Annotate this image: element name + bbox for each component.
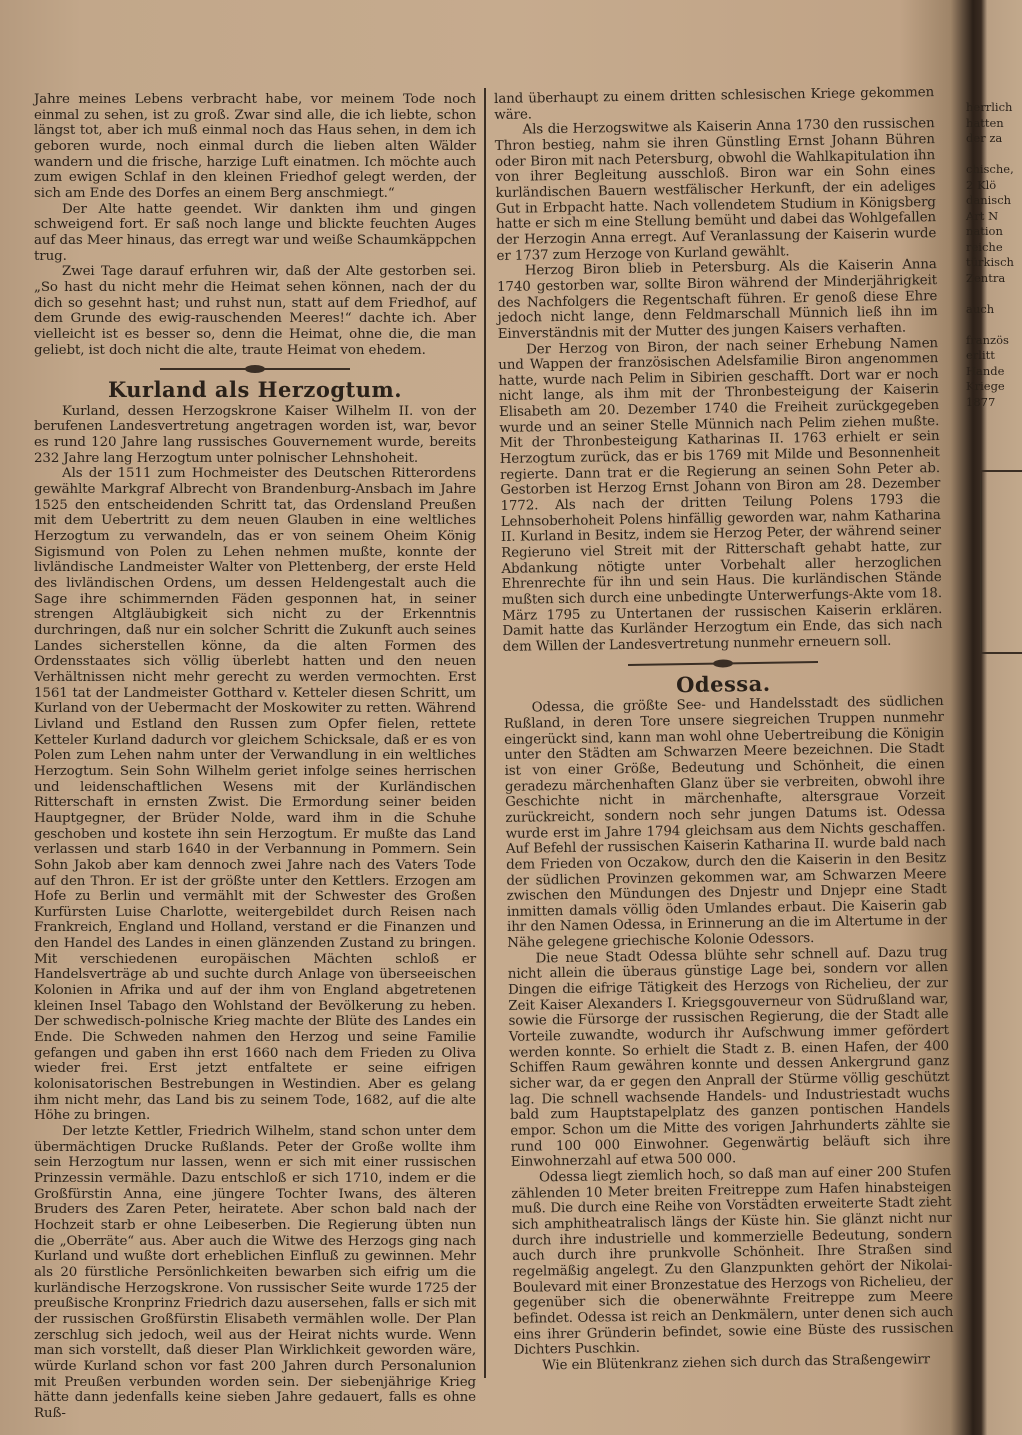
story-paragraph: Jahre meines Lebens verbracht habe, vor meinem Tode noch einmal zu sehen, ist zu groß. Zwar sind alle, die ich liebte, schon längst tot, aber ich muß einmal noch das Haus sehen, in dem ich geboren wurde, noch einmal durch die lieben alten Wälder wandern und die frische, harzige Luft einatmen. Ich möchte auch zum ewigen Schlaf in den kleinen Friedhof gelegt werden, der sich am Ende des Dorfes an einem Berg anschmiegt.“ bbox=[34, 92, 476, 201]
article-paragraph: Wie ein Blütenkranz ziehen sich durch das Straßengewirr bbox=[541, 1352, 931, 1374]
edge-fragment bbox=[966, 317, 1006, 333]
next-page-edge bbox=[966, 100, 1014, 410]
edge-fragment bbox=[966, 147, 1006, 163]
edge-fragment: Art N bbox=[966, 208, 999, 223]
article-paragraph: Die neue Stadt Odessa blühte sehr schnell auf. Dazu trug nicht allein die überaus günstige Lage bei, sondern vor allen Dingen die eifrige Tätigkeit des Herzogs von Richelieu, der zur Zeit Kaiser Alexanders I. Kriegsgouverneur von Südrußland war, sowie die Fürsorge der russischen Regierung, die der Stadt alle Vorteile zuwandte, wodurch ihr Aufschwung immer gefördert werden konnte. So erhielt die Stadt z. B. einen Hafen, der 400 Schiffen Raum gewähren konnte und dessen Ankergrund ganz sicher war, da er gegen den Anprall der Stürme völlig geschützt lag. Die schnell wachsende Handels- und Industriestadt wuchs bald zum Hauptstapelplatz des ganzen pontischen Handels empor. Schon um die Mitte des vorigen Jahrhunderts zählte sie rund 100 000 Einwohner. Gegenwärtig beläuft sich ihre Einwohnerzahl auf etwa 500 000. bbox=[507, 944, 951, 1171]
article-paragraph: Odessa liegt ziemlich hoch, so daß man auf einer 200 Stufen zählenden 10 Meter breiten Freitreppe zum Hafen hinabsteigen muß. Die durch eine Reihe von Vorstädten erweiterte Stadt zieht sich amphitheatralisch längs der Küste hin. Sie glänzt nicht nur durch ihre industrielle und kommerzielle Bedeutung, sondern auch durch ihre prunkvolle Schönheit. Ihre Straßen sind regelmäßig angelegt. Zu den Glanzpunkten gehört der Nikolai-Boulevard mit einer Bronzestatue des Herzogs von Richelieu, der gegenüber sich die obenerwähnte Freitreppe zum Meere befindet. Odessa ist reich an Denkmälern, unter denen sich auch eins ihrer Gründerin befindet, sowie eine Büste des russischen Dichters Puschkin. bbox=[511, 1163, 954, 1359]
edge-fragment: chische, bbox=[966, 162, 1014, 176]
edge-fragment: türkisch bbox=[966, 255, 1014, 269]
article-paragraph: land überhaupt zu einem dritten schlesischen Kriege gekommen wäre. bbox=[494, 85, 935, 123]
edge-fragment: nation bbox=[966, 224, 1003, 238]
article-title-odessa: Odessa. bbox=[675, 670, 771, 697]
article-paragraph: Der letzte Kettler, Friedrich Wilhelm, stand schon unter dem übermächtigen Drucke Rußlands. Peter der Große wollte ihm sein Herzogtum nur lassen, wenn er sich mit einer russischen Prinzessin vermähle. Dazu entschloß er sich 1710, indem er die Großfürstin Anna, eine jüngere Tochter Iwans, des älteren Bruders des Zaren Peter, heiratete. Aber schon bald nach der Hochzeit starb er ohne Leibeserben. Die Regierung übten nun die „Oberräte“ aus. Aber auch die Witwe des Herzogs ging nach Kurland und wußte dort erheblichen Einfluß zu gewinnen. Mehr als 20 fürstliche Persönlichkeiten bewarben sich eifrig um die kurländische Herzogskrone. Von russischer Seite wurde 1725 der preußische Kronprinz Friedrich dazu ausersehen, falls er sich mit der russischen Großfürstin Elisabeth vermählen wolle. Der Plan zerschlug sich jedoch, weil aus der Heirat nichts wurde. Wenn man sich vorstellt, daß dieser Plan Wirklichkeit geworden wäre, würde Kurland schon vor fast 200 Jahren durch Personalunion mit Preußen verbunden worden sein. Der siebenjährige Krieg hätte dann jedenfalls keine sieben Jahre gedauert, falls es ohne Ruß- bbox=[34, 1124, 476, 1421]
edge-fragment: Kriege bbox=[966, 379, 1005, 393]
column-rule bbox=[484, 88, 486, 1378]
edge-fragment: 1877 bbox=[966, 394, 996, 409]
edge-fragment: Zentra bbox=[966, 270, 1006, 285]
story-paragraph: Zwei Tage darauf erfuhren wir, daß der Alte gestorben sei. „So hast du nicht mehr die Heimat sehen können, nach der du dich so gesehnt hast; und ruhst nun, statt auf dem Friedhof, auf dem Grunde des ewig-rauschenden Meeres!“ dachte ich. Aber vielleicht ist es besser so, denn die Heimat, ohne die, die man geliebt, ist doch nicht die alte, traute Heimat von ehedem. bbox=[34, 264, 476, 358]
ornamental-divider bbox=[160, 368, 350, 370]
edge-fragment: Hande bbox=[966, 363, 1005, 378]
edge-fragment: reiche bbox=[966, 239, 1003, 254]
left-column bbox=[34, 92, 476, 1421]
edge-fragment: 2 Klö bbox=[966, 177, 997, 192]
edge-fragment bbox=[966, 286, 1006, 302]
article-paragraph: Als der 1511 zum Hochmeister des Deutschen Ritterordens gewählte Markgraf Albrecht von Brandenburg-Ansbach im Jahre 1525 den entscheidenden Schritt tat, das Ordensland Preußen mit dem Uebertritt zu dem neuen Glauben in eine weltliches Herzogtum zu verwandeln, das er von seinem Oheim König Sigismund von Polen zu Lehen nehmen mußte, konnte der livländische Landmeister Walter von Plettenberg, der erste Held des livländischen Ordens, um dessen Heldengestalt auch die Sage ihre schimmernden Fäden gesponnen hat, in seiner strengen Altgläubigkeit sich nicht zu der Erkenntnis durchringen, daß nur ein solcher Schritt die Zukunft auch seines Landes sicherstellen könne, da die alten Formen des Ordensstaates sich völlig überlebt hatten und den neuen Verhältnissen nicht mehr gerecht zu werden vermochten. Erst 1561 tat der Landmeister Gotthard v. Ketteler diesen Schritt, um Kurland von der Uebermacht der Moskowiter zu retten. Während Livland und Estland den Russen zum Opfer fielen, rettete Ketteler Kurland dadurch vor gleichem Schicksale, daß er es von Polen zum Lehen nahm unter der Verwandlung in ein weltliches Herzogtum. Sein Sohn Wilhelm geriet infolge seines herrischen und leidenschaftlichen Wesens mit der Kurländischen Ritterschaft in ernsten Zwist. Die Ermordung seiner beiden Hauptgegner, der Brüder Nolde, ward ihm in die Schuhe geschoben und kostete ihn sein Herzogtum. Er mußte das Land verlassen und starb 1640 in der Verbannung in Pommern. Sein Sohn Jakob aber kam dennoch zwei Jahre nach des Vaters Tode auf den Thron. Er ist der größte unter den Kettlers. Erzogen am Hofe zu Berlin und vermählt mit der Schwester des Großen Kurfürsten Luise Charlotte, weitergebildet durch Reisen nach Frankreich, England und Holland, verstand er die Finanzen und den Handel des Landes in einen glänzenden Zustand zu bringen. Mit verschiedenen europäischen Mächten schloß er Handelsverträge ab und suchte durch Anlage von überseeischen Kolonien in Afrika und auf der ihm von England abgetretenen kleinen Insel Tabago den Wohlstand der Bevölkerung zu heben. Der schwedisch-polnische Krieg machte der Blüte des Landes ein Ende. Die Schweden nahmen den Herzog und seine Familie gefangen und gaben ihn erst 1660 nach dem Frieden zu Oliva wieder frei. Erst jetzt entfaltete er seine eifrigen kolonisatorischen Bestrebungen in Westindien. Aber es gelang ihm nicht mehr, das Land bis zu seinem Tode, 1682, auf die alte Höhe zu bringen. bbox=[34, 466, 476, 1124]
article-paragraph: Als die Herzogswitwe als Kaiserin Anna 1730 den russischen Thron bestieg, nahm sie ihren Günstling Ernst Johann Bühren oder Biron mit nach Petersburg, obwohl die Wahlkapitulation ihn von ihrer Begleitung ausschloß. Biron war ein Sohn eines kurländischen Bauern westfälischer Herkunft, der ein adeliges Gut in Erbpacht hatte. Nach vollendetem Studium in Königsberg hatte er sich m eine Stellung bemüht und dabei das Wohlgefallen der Herzogin Anna erregt. Auf Veranlassung der Kaiserin wurde er 1737 zum Herzoge von Kurland gewählt. bbox=[494, 116, 937, 264]
edge-box-frame bbox=[980, 470, 1022, 654]
edge-fragment: der za bbox=[966, 131, 1003, 145]
right-column bbox=[494, 85, 954, 1374]
edge-fragment: auch bbox=[966, 301, 995, 316]
article-paragraph: Der Herzog von Biron, der nach seiner Erhebung Namen und Wappen der französischen Adelsfamilie Biron angenommen hatte, wurde nach Pelim in Sibirien geschafft. Dort war er noch nicht lange, als ihm mit der Thronbesteigung der Kaiserin Elisabeth am 20. Dezember 1740 die Freiheit zurückgegeben wurde und an seiner Stelle Münnich nach Pelim ziehen mußte. Mit der Thronbesteigung Katharinas II. 1763 erhielt er sein Herzogtum zurück, das er bis 1769 mit Milde und Besonnenheit regierte. Dann trat er die Regierung an seinen Sohn Peter ab. Gestorben ist Herzog Ernst Johann von Biron am 28. Dezember 1772. Als nach der dritten Teilung Polens 1793 die Lehnsoberhoheit Polens hinfällig geworden war, nahm Katharina II. Kurland in Besitz, indem sie Herzog Peter, der während seiner Regieruno viel Streit mit der Ritterschaft gehabt hatte, zur Abdankung nötigte unter Vorbehalt aller herzoglichen Ehrenrechte für ihn und sein Haus. Die kurländischen Stände mußten sich durch eine unbedingte Unterwerfungs-Akte vom 18. März 1795 zu Untertanen der russischen Kaiserin erklären. Damit hatte das Kurländer Herzogtum ein Ende, das sich nach dem Willen der Landesvertretung nunmehr erneuern soll. bbox=[498, 335, 943, 655]
article-paragraph: Kurland, dessen Herzogskrone Kaiser Wilhelm II. von der berufenen Landesvertretung angetragen worden ist, war, bevor es rund 120 Jahre lang russisches Gouvernement wurde, bereits 232 Jahre lang Herzogtum unter polnischer Lehnshoheit. bbox=[34, 403, 476, 466]
edge-fragment: erlitt bbox=[966, 348, 995, 362]
edge-fragment: französ bbox=[966, 332, 1009, 347]
article-paragraph: Herzog Biron blieb in Petersburg. Als die Kaiserin Anna 1740 gestorben war, sollte Biron während der Minderjährigkeit des Nachfolgers die Regentschaft führen. Er genoß diese Ehre jedoch nicht lange, denn Feldmarschall Münnich ließ ihn im Einverständnis mit der Mutter des jungen Kaisers verhaften. bbox=[496, 257, 938, 342]
article-title-kurland: Kurland als Herzogtum. bbox=[107, 377, 403, 403]
article-paragraph: Odessa, die größte See- und Handelsstadt des südlichen Rußland, in deren Tore unsere siegreichen Truppen nunmehr eingerückt sind, kann man wohl ohne Uebertreibung die Königin unter den Städten am Schwarzen Meere bezeichnen. Die Stadt ist von einer Größe, Bedeutung und Schönheit, die einen geradezu märchenhaften Glanz über sie verbreiten, obwohl ihre Geschichte nicht in märchenhafte, altersgraue Vorzeit zurückreicht, sondern noch sehr jungen Datums ist. Odessa wurde erst im Jahre 1794 gleichsam aus dem Nichts geschaffen. Auf Befehl der russischen Kaiserin Katharina II. wurde bald nach dem Frieden von Oczakow, durch den die Kaiserin in den Besitz der südlichen Provinzen gekommen war, am Schwarzen Meere zwischen den Mündungen des Dnjestr und Dnjepr eine Stadt inmitten damals völlig öden Umlandes erbaut. Die Kaiserin gab ihr den Namen Odessa, in Erinnerung an die im Altertume in der Nähe gelegene griechische Kolonie Odessors. bbox=[503, 694, 948, 952]
edge-fragment: hatten bbox=[966, 115, 1004, 130]
story-paragraph: Der Alte hatte geendet. Wir dankten ihm und gingen schweigend fort. Er saß noch lange und blickte feuchten Auges auf das Meer hinaus, das erregt war und weiße Schaumkäppchen trug. bbox=[34, 201, 476, 264]
edge-fragment: herrlich bbox=[966, 100, 1013, 114]
ornamental-divider bbox=[628, 661, 818, 666]
edge-fragment: danisch bbox=[966, 193, 1012, 207]
